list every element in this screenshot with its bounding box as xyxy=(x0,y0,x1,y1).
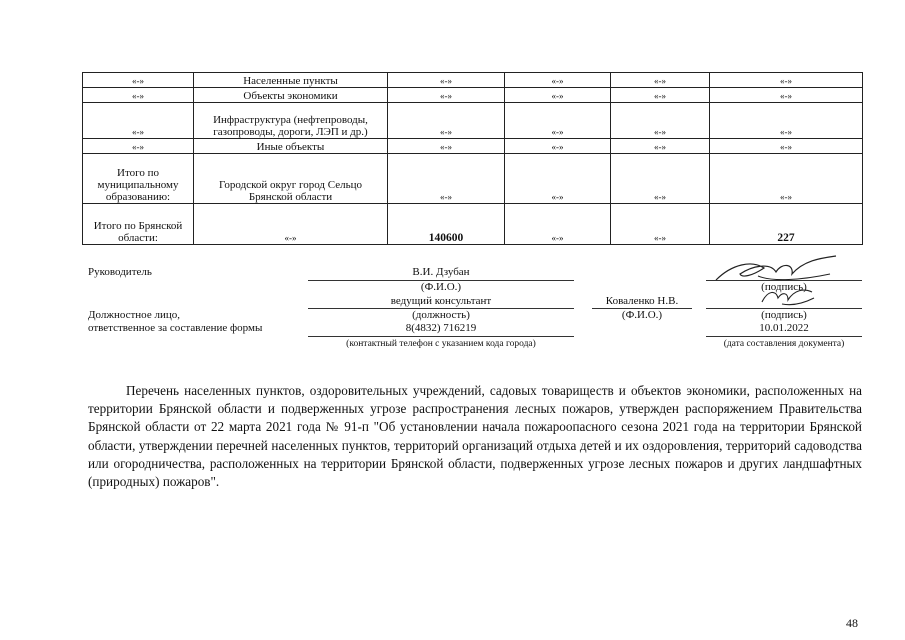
table-cell: 227 xyxy=(710,204,863,245)
signature-caption: (подпись) xyxy=(761,281,807,293)
table-cell: «-» xyxy=(83,103,194,139)
official-label-line2: ответственное за составление формы xyxy=(88,322,263,334)
head-name: В.И. Дзубан xyxy=(412,266,470,278)
table-row xyxy=(83,88,863,103)
phone-caption: (контактный телефон с указанием кода города) xyxy=(346,339,536,349)
table-cell: Иные объекты xyxy=(194,139,388,154)
table-cell: «-» xyxy=(611,139,710,154)
table-cell: «-» xyxy=(388,103,505,139)
table-cell: «-» xyxy=(505,154,611,204)
table-cell: «-» xyxy=(505,204,611,245)
date-caption: (дата составления документа) xyxy=(723,339,845,349)
position-caption: (должность) xyxy=(412,309,470,321)
table-cell: «-» xyxy=(611,154,710,204)
source-paragraph: Перечень населенных пунктов, оздоровительных учреждений, садовых товариществ и объектов экономики, расположенных на территории Брянской области и подверженных угрозе распространения лесных пожаров, утвержден распоряжением Правительства Брянской области от 22 марта 2021 года № 91-п "Об установлении начала пожароопасного сезона 2021 года на территории Брянской области, утверждении перечней населенных пунктов, территорий организаций отдыха детей и их оздоровления, территорий садоводства или огородничества, расположенных на территории Брянской области, подверженных угрозе лесных пожаров и других ландшафтных (природных) пожаров". xyxy=(88,383,862,490)
table-cell: Населенные пункты xyxy=(194,73,388,88)
table-cell: Городской округ город Сельцо Брянской области xyxy=(194,154,388,204)
table-cell: Итого по Брянской области: xyxy=(83,204,194,245)
table-cell: «-» xyxy=(83,139,194,154)
table-cell: «-» xyxy=(710,139,863,154)
official-name: Коваленко Н.В. xyxy=(605,295,679,307)
table-row xyxy=(83,204,863,245)
table-cell: «-» xyxy=(388,73,505,88)
table-cell: «-» xyxy=(83,88,194,103)
table-cell: «-» xyxy=(611,204,710,245)
position-value: ведущий консультант xyxy=(390,295,492,307)
table-cell: «-» xyxy=(388,139,505,154)
table-cell: «-» xyxy=(505,88,611,103)
phone-value: 8(4832) 716219 xyxy=(405,322,477,334)
table-cell: «-» xyxy=(710,88,863,103)
table-cell: «-» xyxy=(710,154,863,204)
table-cell: «-» xyxy=(388,154,505,204)
date-value: 10.01.2022 xyxy=(759,322,809,334)
table-cell: «-» xyxy=(611,73,710,88)
table-cell: «-» xyxy=(194,204,388,245)
table-cell: «-» xyxy=(505,139,611,154)
table-cell: «-» xyxy=(611,88,710,103)
official-fio-caption: (Ф.И.О.) xyxy=(621,309,663,321)
table-row xyxy=(83,139,863,154)
table-row xyxy=(83,103,863,139)
table-cell: «-» xyxy=(710,73,863,88)
data-table xyxy=(82,72,863,245)
table-cell: Итого по муниципальному образованию: xyxy=(83,154,194,204)
official-signature-caption: (подпись) xyxy=(761,309,807,321)
table-cell: «-» xyxy=(83,73,194,88)
page-number: 48 xyxy=(846,616,858,630)
table-cell: Инфраструктура (нефтепроводы, газопроводы, дороги, ЛЭП и др.) xyxy=(194,103,388,139)
table-row xyxy=(83,73,863,88)
head-handwritten-signature xyxy=(712,254,842,288)
date-line xyxy=(706,336,862,337)
fio-caption: (Ф.И.О.) xyxy=(420,281,462,293)
table-row xyxy=(83,154,863,204)
table-cell: «-» xyxy=(611,103,710,139)
head-label: Руководитель xyxy=(88,266,152,278)
table-cell: «-» xyxy=(505,103,611,139)
phone-line xyxy=(308,336,574,337)
table-cell: 140600 xyxy=(388,204,505,245)
official-handwritten-signature xyxy=(758,286,818,308)
table-cell: «-» xyxy=(388,88,505,103)
table-cell: Объекты экономики xyxy=(194,88,388,103)
official-label-line1: Должностное лицо, xyxy=(88,309,180,321)
table-cell: «-» xyxy=(505,73,611,88)
table-cell: «-» xyxy=(710,103,863,139)
